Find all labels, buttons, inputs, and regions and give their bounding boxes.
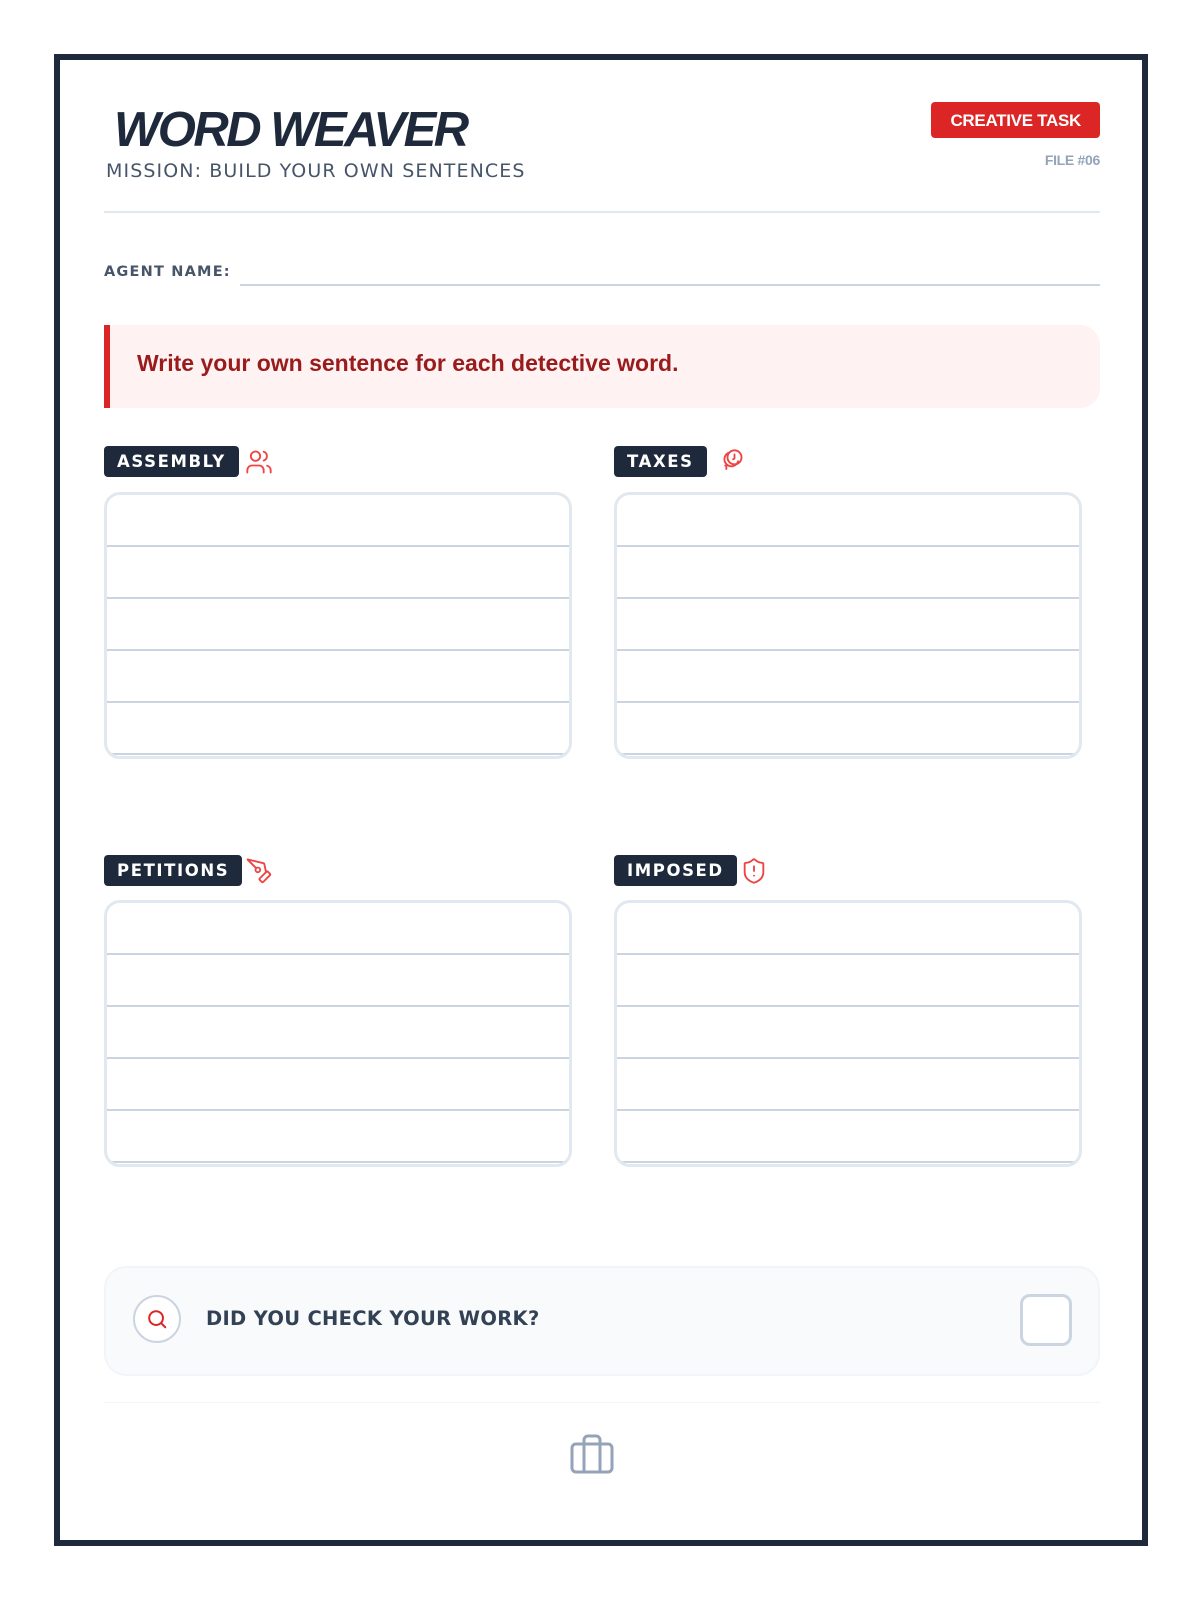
page-title: WORD WEAVER	[114, 103, 467, 157]
page-subtitle: MISSION: BUILD YOUR OWN SENTENCES	[106, 160, 526, 182]
shield-alert-icon	[740, 857, 768, 885]
instruction-callout	[104, 325, 1100, 408]
sentence-box-taxes[interactable]	[614, 492, 1082, 759]
file-number: FILE #06	[1044, 152, 1100, 168]
self-check-checkbox[interactable]	[1020, 1294, 1072, 1346]
briefcase-icon	[568, 1430, 616, 1478]
word-tag-petitions: PETITIONS	[104, 855, 242, 886]
word-tag-assembly: ASSEMBLY	[104, 446, 239, 477]
sentence-box-assembly[interactable]	[104, 492, 572, 759]
creative-task-badge: CREATIVE TASK	[931, 102, 1100, 138]
self-check-label: DID YOU CHECK YOUR WORK?	[206, 1307, 540, 1330]
sentence-box-imposed[interactable]	[614, 900, 1082, 1167]
header-divider	[104, 211, 1100, 213]
sentence-box-petitions[interactable]	[104, 900, 572, 1167]
users-icon	[245, 448, 273, 476]
footer-divider	[104, 1402, 1100, 1403]
word-tag-taxes: TAXES	[614, 446, 707, 477]
agent-name-label: AGENT NAME:	[104, 264, 231, 280]
pen-nib-icon	[245, 857, 273, 885]
worksheet-page	[54, 54, 1148, 1546]
agent-name-field[interactable]	[240, 284, 1100, 286]
instruction-text: Write your own sentence for each detective word.	[137, 350, 679, 376]
coins-icon	[717, 448, 745, 476]
self-check-bar	[104, 1266, 1100, 1376]
search-icon	[133, 1295, 181, 1343]
word-tag-imposed: IMPOSED	[614, 855, 737, 886]
